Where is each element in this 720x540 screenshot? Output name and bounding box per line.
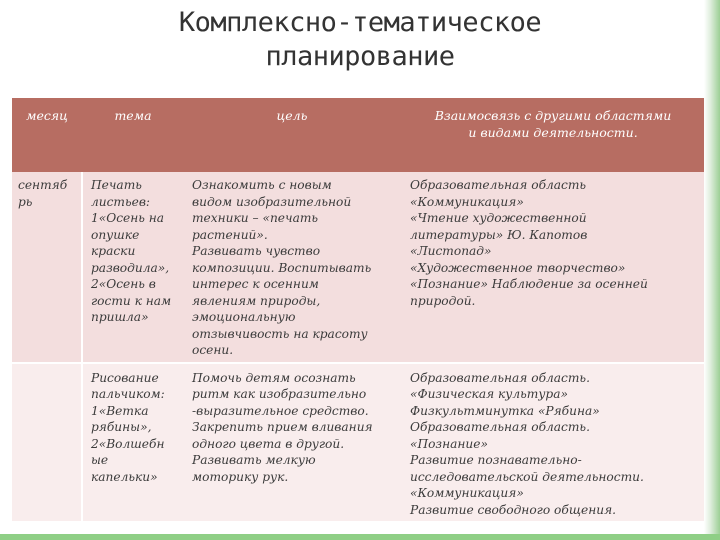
cell-text-line: рь: [18, 194, 33, 209]
cell-text-line: листьев:: [91, 194, 151, 209]
cell-text-line: 1«Осень на: [91, 211, 165, 225]
cell-text-line: «Чтение художественной: [410, 211, 587, 225]
cell-text-line: исследовательской деятельности.: [410, 469, 644, 484]
cell-text-line: 2«Волшебн: [91, 436, 165, 451]
cell-text-line: «Физическая культура»: [410, 387, 568, 401]
cell-goal: [182, 363, 402, 522]
title-line-2: планирование: [265, 41, 455, 72]
header-relation: Взаимосвязь с другими областями и видами деятельности.: [434, 108, 672, 140]
cell-month: [12, 363, 82, 522]
cell-text-line: ритм как изобразительно: [192, 387, 367, 401]
cell-text-line: «Познание» Наблюдение за осенней: [410, 277, 648, 291]
cell-text-line: Печать: [91, 178, 142, 192]
cell-text-line: интерес к осенним: [192, 277, 319, 291]
header-month: месяц: [26, 108, 68, 123]
decorative-stripe-right: [704, 0, 720, 540]
header-topic: тема: [114, 108, 152, 123]
cell-text-line: «Коммуникация»: [410, 194, 524, 209]
cell-text-line: Развитие свободного общения.: [410, 502, 617, 517]
header-goal: цель: [276, 108, 308, 123]
cell-relation: [402, 363, 704, 522]
cell-text-line: Ознакомить с новым: [192, 178, 332, 192]
page-title: [0, 6, 720, 74]
cell-text-line: Рисование: [91, 370, 159, 385]
cell-goal: [182, 172, 402, 363]
cell-text-line: растений».: [192, 227, 268, 242]
cell-text-line: 1«Ветка: [91, 403, 149, 418]
cell-text-line: «Художественное творчество»: [410, 260, 626, 275]
title-line-1: Комплексно-тематическое: [178, 7, 542, 38]
cell-text-line: -выразительное средство.: [192, 403, 369, 418]
cell-text-line: краски: [91, 244, 136, 258]
cell-text-line: разводила»,: [91, 260, 170, 275]
cell-text-line: пальчиком:: [91, 387, 165, 401]
cell-text-line: рябины»,: [91, 420, 152, 434]
cell-text-line: природой.: [410, 293, 476, 308]
cell-text-line: «Познание»: [410, 436, 488, 451]
cell-text-line: 2«Осень в: [91, 277, 156, 291]
cell-text-line: ые: [91, 453, 109, 467]
table-header-row: [12, 98, 704, 172]
cell-text-line: Развивать чувство: [192, 244, 321, 258]
cell-text-line: Образовательная область: [410, 178, 587, 192]
cell-month: [12, 172, 82, 363]
cell-topic: [82, 172, 182, 363]
cell-text-line: капельки»: [91, 469, 158, 484]
table-row: [12, 363, 704, 522]
cell-text-line: видом изобразительной: [192, 194, 352, 209]
cell-text-line: техники – «печать: [192, 211, 319, 225]
cell-text-line: «Коммуникация»: [410, 486, 524, 500]
cell-text-line: Развитие познавательно-: [410, 453, 582, 467]
cell-text-line: осени.: [192, 343, 234, 357]
cell-text-line: опушке: [91, 227, 140, 242]
cell-topic: [82, 363, 182, 522]
cell-text-line: моторику рук.: [192, 469, 289, 484]
planning-table: [12, 98, 704, 521]
cell-text-line: Образовательная область.: [410, 420, 590, 434]
cell-text-line: Образовательная область.: [410, 370, 590, 385]
cell-text-line: отзывчивость на красоту: [192, 326, 368, 341]
cell-text-line: «Листопад»: [410, 244, 492, 258]
cell-text-line: Закрепить прием вливания: [192, 420, 373, 434]
cell-text-line: композиции. Воспитывать: [192, 260, 372, 275]
cell-relation: [402, 172, 704, 363]
cell-text-line: пришла»: [91, 310, 149, 324]
cell-text-line: гости к нам: [91, 293, 172, 308]
cell-text-line: сентяб: [18, 178, 68, 192]
cell-text-line: литературы» Ю. Капотов: [410, 227, 588, 242]
table-row: [12, 172, 704, 363]
cell-text-line: одного цвета в другой.: [192, 436, 345, 451]
cell-text-line: Физкультминутка «Рябина»: [410, 403, 600, 418]
cell-text-line: эмоциональную: [192, 310, 296, 324]
cell-text-line: Развивать мелкую: [192, 453, 316, 467]
decorative-stripe-bottom: [0, 534, 720, 540]
cell-text-line: Помочь детям осознать: [192, 370, 356, 385]
cell-text-line: явлениям природы,: [192, 293, 321, 308]
